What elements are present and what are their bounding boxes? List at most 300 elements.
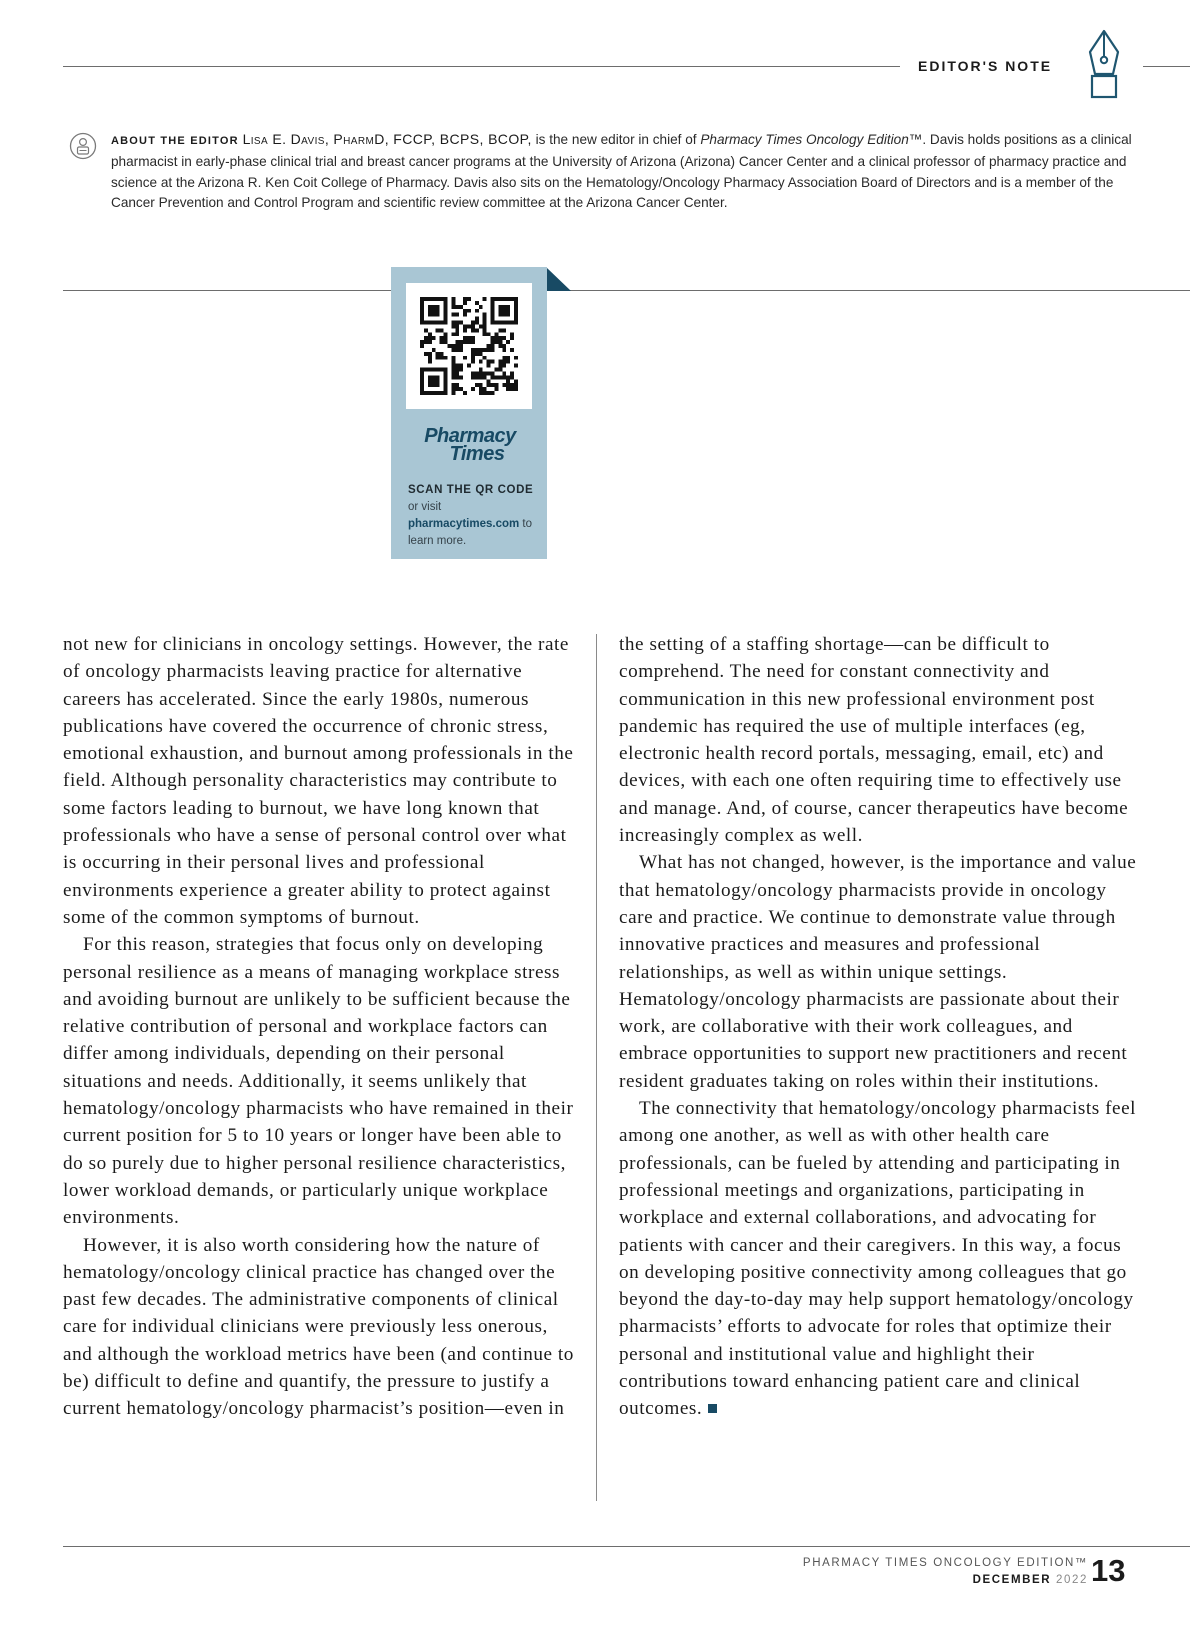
qr-module — [502, 321, 506, 325]
qr-module — [479, 391, 483, 395]
end-of-article-mark — [708, 1404, 717, 1413]
qr-module — [451, 301, 455, 305]
qr-module — [455, 313, 459, 317]
qr-module — [455, 328, 459, 332]
qr-module — [444, 391, 448, 395]
qr-module — [436, 352, 440, 356]
qr-module — [487, 391, 491, 395]
qr-module — [506, 387, 510, 391]
qr-module — [463, 309, 467, 313]
qr-module — [487, 360, 491, 364]
qr-module — [498, 309, 502, 313]
qr-module — [498, 364, 502, 368]
qr-module — [428, 383, 432, 387]
qr-module — [491, 336, 495, 340]
qr-module — [432, 383, 436, 387]
qr-module — [440, 352, 444, 356]
qr-module — [494, 368, 498, 372]
qr-module — [510, 332, 514, 336]
qr-code-icon[interactable] — [420, 297, 518, 395]
qr-module — [436, 383, 440, 387]
qr-module — [494, 332, 498, 336]
qr-module — [420, 317, 424, 321]
qr-module — [436, 379, 440, 383]
qr-module — [506, 375, 510, 379]
qr-module — [440, 340, 444, 344]
qr-module — [514, 305, 518, 309]
qr-module — [463, 297, 467, 301]
qr-module — [498, 336, 502, 340]
qr-module — [420, 340, 424, 344]
qr-module — [514, 364, 518, 368]
qr-module — [491, 375, 495, 379]
qr-module — [510, 336, 514, 340]
qr-module — [498, 297, 502, 301]
qr-module — [471, 321, 475, 325]
qr-module — [479, 352, 483, 356]
qr-module — [451, 348, 455, 352]
qr-module — [428, 379, 432, 383]
svg-text:Pharmacy: Pharmacy — [424, 425, 516, 447]
qr-module — [420, 309, 424, 313]
section-label: EDITOR'S NOTE — [918, 58, 1053, 74]
qr-code-panel[interactable] — [406, 283, 532, 409]
qr-module — [428, 356, 432, 360]
qr-module — [483, 375, 487, 379]
qr-module — [459, 348, 463, 352]
qr-module — [420, 368, 424, 372]
qr-module — [502, 360, 506, 364]
qr-module — [471, 352, 475, 356]
qr-module — [498, 305, 502, 309]
qr-module — [428, 305, 432, 309]
qr-module — [436, 321, 440, 325]
qr-module — [502, 344, 506, 348]
qr-module — [463, 324, 467, 328]
qr-module — [459, 387, 463, 391]
qr-module — [491, 383, 495, 387]
qr-module — [440, 368, 444, 372]
qr-module — [420, 313, 424, 317]
qr-module — [479, 371, 483, 375]
qr-module — [491, 348, 495, 352]
qr-module — [451, 297, 455, 301]
qr-module — [510, 297, 514, 301]
qr-module — [506, 321, 510, 325]
qr-module — [432, 348, 436, 352]
qr-module — [479, 368, 483, 372]
scan-end: to learn more. — [408, 518, 533, 547]
qr-module — [491, 309, 495, 313]
qr-module — [475, 328, 479, 332]
qr-module — [444, 301, 448, 305]
qr-module — [471, 336, 475, 340]
qr-module — [436, 391, 440, 395]
qr-module — [479, 387, 483, 391]
qr-module — [491, 360, 495, 364]
about-editor-text — [111, 129, 1136, 214]
qr-module — [424, 368, 428, 372]
qr-module — [483, 356, 487, 360]
fountain-pen-nib-icon — [1083, 28, 1125, 104]
qr-module — [444, 368, 448, 372]
qr-module — [451, 313, 455, 317]
qr-module — [444, 383, 448, 387]
qr-module — [483, 297, 487, 301]
qr-module — [428, 321, 432, 325]
qr-module — [510, 387, 514, 391]
qr-module — [463, 356, 467, 360]
qr-module — [467, 297, 471, 301]
qr-module — [432, 305, 436, 309]
qr-module — [510, 321, 514, 325]
qr-module — [424, 336, 428, 340]
qr-module — [479, 348, 483, 352]
qr-module — [455, 368, 459, 372]
qr-module — [444, 297, 448, 301]
qr-module — [514, 321, 518, 325]
qr-module — [475, 321, 479, 325]
page-number: 13 — [1091, 1553, 1126, 1588]
qr-module — [471, 371, 475, 375]
scan-instructions — [408, 482, 538, 550]
qr-module — [483, 348, 487, 352]
qr-module — [451, 324, 455, 328]
qr-module — [451, 332, 455, 336]
qr-module — [510, 371, 514, 375]
qr-module — [475, 301, 479, 305]
qr-module — [502, 375, 506, 379]
qr-module — [471, 375, 475, 379]
qr-module — [432, 321, 436, 325]
qr-module — [424, 352, 428, 356]
qr-module — [491, 301, 495, 305]
qr-module — [514, 356, 518, 360]
qr-module — [424, 328, 428, 332]
qr-module — [483, 387, 487, 391]
qr-module — [420, 301, 424, 305]
editor-badge-icon — [69, 132, 97, 160]
qr-module — [459, 340, 463, 344]
qr-module — [483, 321, 487, 325]
qr-module — [428, 297, 432, 301]
qr-module — [436, 297, 440, 301]
qr-module — [491, 313, 495, 317]
qr-module — [502, 348, 506, 352]
qr-module — [487, 379, 491, 383]
body-column-left — [63, 631, 578, 1423]
qr-module — [483, 313, 487, 317]
qr-module — [428, 391, 432, 395]
qr-module — [455, 344, 459, 348]
qr-module — [428, 332, 432, 336]
qr-module — [494, 383, 498, 387]
qr-module — [514, 383, 518, 387]
paragraph-last — [619, 1095, 1139, 1423]
qr-module — [436, 375, 440, 379]
qr-module — [428, 352, 432, 356]
qr-module — [463, 340, 467, 344]
qr-module — [514, 297, 518, 301]
qr-module — [494, 340, 498, 344]
scan-strong: SCAN THE QR CODE — [408, 484, 534, 496]
qr-module — [491, 344, 495, 348]
qr-module — [514, 301, 518, 305]
qr-module — [510, 348, 514, 352]
qr-module — [451, 391, 455, 395]
qr-module — [444, 317, 448, 321]
qr-module — [471, 360, 475, 364]
qr-module — [424, 340, 428, 344]
qr-module — [498, 375, 502, 379]
qr-module — [420, 387, 424, 391]
qr-module — [494, 387, 498, 391]
qr-module — [428, 368, 432, 372]
qr-module — [440, 328, 444, 332]
qr-module — [451, 383, 455, 387]
qr-module — [420, 371, 424, 375]
footer-month: DECEMBER — [972, 1574, 1052, 1586]
svg-text:Times: Times — [449, 443, 505, 465]
qr-module — [471, 324, 475, 328]
qr-module — [455, 348, 459, 352]
qr-module — [444, 375, 448, 379]
qr-module — [483, 332, 487, 336]
qr-module — [436, 368, 440, 372]
qr-module — [487, 371, 491, 375]
qr-module — [440, 321, 444, 325]
qr-module — [428, 336, 432, 340]
qr-module — [506, 360, 510, 364]
qr-module — [432, 379, 436, 383]
qr-module — [506, 305, 510, 309]
qr-module — [502, 328, 506, 332]
qr-module — [463, 301, 467, 305]
scan-mid: or visit — [408, 501, 442, 513]
qr-module — [451, 344, 455, 348]
qr-module — [487, 344, 491, 348]
qr-module — [440, 356, 444, 360]
qr-module — [467, 364, 471, 368]
qr-module — [498, 328, 502, 332]
qr-module — [436, 305, 440, 309]
qr-module — [424, 297, 428, 301]
qr-module — [510, 375, 514, 379]
qr-module — [479, 305, 483, 309]
qr-module — [467, 340, 471, 344]
paragraph: not new for clinicians in oncology settings. However, the rate of oncology pharmacists leaving practice for alternative careers has accelerated. Since the early 1980s, numerous publications have covered the occurrence of chronic stress, emotional exhaustion, and burnout among professionals in the field. Although personality characteristics may contribute to some factors leading to burnout, we have long known that professionals who have a sense of personal control over what is occurring in their personal lives and professional environments experience a greater ability to protect against some of the common symptoms of burnout. — [63, 634, 574, 928]
mid-rule-right — [547, 290, 1190, 291]
qr-module — [444, 356, 448, 360]
qr-module — [451, 356, 455, 360]
qr-module — [432, 375, 436, 379]
qr-module — [444, 336, 448, 340]
qr-module — [463, 391, 467, 395]
qr-module — [451, 360, 455, 364]
qr-module — [455, 375, 459, 379]
qr-module — [444, 321, 448, 325]
qr-module — [432, 297, 436, 301]
qr-module — [475, 352, 479, 356]
qr-module — [506, 340, 510, 344]
qr-callout-box[interactable] — [391, 267, 547, 559]
qr-module — [436, 313, 440, 317]
qr-module — [498, 360, 502, 364]
qr-module — [475, 383, 479, 387]
qr-module — [483, 371, 487, 375]
qr-module — [502, 305, 506, 309]
qr-module — [498, 313, 502, 317]
qr-module — [498, 344, 502, 348]
qr-module — [451, 368, 455, 372]
qr-module — [455, 340, 459, 344]
qr-module — [510, 383, 514, 387]
qr-module — [436, 309, 440, 313]
qr-module — [459, 321, 463, 325]
qr-module — [506, 379, 510, 383]
publication-name: Pharmacy Times Oncology Edition™ — [700, 132, 923, 147]
qr-module — [506, 356, 510, 360]
qr-module — [487, 348, 491, 352]
qr-module — [444, 309, 448, 313]
qr-module — [483, 317, 487, 321]
qr-module — [494, 375, 498, 379]
qr-module — [455, 305, 459, 309]
qr-module — [506, 383, 510, 387]
qr-module — [498, 340, 502, 344]
footer-year: 2022 — [1056, 1574, 1088, 1586]
qr-module — [467, 336, 471, 340]
qr-module — [514, 379, 518, 383]
qr-module — [459, 305, 463, 309]
qr-module — [498, 368, 502, 372]
about-editor-text-2: . Davis holds positions as a clinical pharmacist in early-phase clinical trial and breast cancer programs at the University of Arizona (Arizona) Cancer Center and a clinical professor of pharmacy practice and science at the Arizona R. Ken Coit College of Pharmacy. Davis also sits on the Hematology/Oncology Pharmacy Association Board of Directors and is a member of the Cancer Prevention and Control Program and scientific review committee at the Arizona Cancer Center. — [111, 132, 1132, 211]
qr-module — [494, 297, 498, 301]
corner-accent — [547, 268, 571, 291]
qr-module — [459, 375, 463, 379]
qr-module — [494, 321, 498, 325]
qr-module — [475, 371, 479, 375]
qr-module — [455, 332, 459, 336]
footer-issue-date — [973, 1574, 1088, 1586]
qr-module — [514, 387, 518, 391]
body-column-right — [619, 631, 1139, 1423]
qr-module — [459, 364, 463, 368]
qr-module — [467, 309, 471, 313]
qr-module — [424, 321, 428, 325]
qr-module — [479, 324, 483, 328]
qr-module — [494, 336, 498, 340]
mid-rule-left — [63, 290, 393, 291]
header-rule-right — [1143, 66, 1190, 67]
qr-module — [487, 364, 491, 368]
qr-module — [502, 364, 506, 368]
qr-module — [451, 375, 455, 379]
qr-module — [491, 340, 495, 344]
qr-module — [444, 313, 448, 317]
qr-module — [451, 305, 455, 309]
paragraph: For this reason, strategies that focus only on developing personal resilience as a means of managing workplace stress and avoiding burnout are unlikely to be sufficient because the relative contribution of personal and workplace factors can differ among individuals, depending on their personal situations and needs. Additionally, it seems unlikely that hematology/oncology pharmacists who have remained in their current position for 5 to 10 years or longer have been able to do so purely due to higher personal resilience characteristics, lower workload demands, or particularly unique workplace environments. — [63, 934, 574, 1229]
qr-module — [514, 309, 518, 313]
qr-module — [491, 297, 495, 301]
qr-module — [444, 332, 448, 336]
qr-module — [479, 360, 483, 364]
qr-module — [471, 328, 475, 332]
qr-module — [444, 379, 448, 383]
website-link[interactable]: pharmacytimes.com — [408, 518, 520, 530]
qr-module — [483, 391, 487, 395]
qr-module — [455, 387, 459, 391]
paragraph: However, it is also worth considering how the nature of hematology/oncology clinical practice has changed over the past few decades. The administrative components of clinical care for individual clinicians were previously less onerous, and although the workload metrics have been (and continue to be) difficult to define and quantify, the pressure to justify a current hematology/oncology pharmacist’s position—even in — [63, 1234, 574, 1420]
paragraph: the setting of a staffing shortage—can be difficult to comprehend. The need for constant connectivity and communication in this new professional environment post pandemic has required the use of multiple interfaces (eg, electronic health record portals, messaging, email, etc) and devices, with each one often requiring time to effectively use and manage. And, of course, cancer therapeutics have become increasingly complex as well. — [619, 634, 1129, 847]
qr-module — [463, 313, 467, 317]
qr-module — [506, 313, 510, 317]
qr-module — [428, 309, 432, 313]
qr-module — [420, 297, 424, 301]
qr-module — [440, 336, 444, 340]
qr-module — [483, 328, 487, 332]
qr-module — [491, 305, 495, 309]
qr-module — [514, 313, 518, 317]
qr-module — [451, 387, 455, 391]
qr-module — [451, 371, 455, 375]
editor-name: Lisa E. Davis, PharmD, FCCP, BCPS, BCOP, — [242, 131, 532, 147]
paragraph-text: The connectivity that hematology/oncology pharmacists feel among one another, as well as with other health care professionals, can be fueled by attending and participating in professional meetings and organizations, participating in workplace and external collaborations, and advocating for patients with cancer and their caregivers. In this way, a focus on developing positive connectivity among colleagues that go beyond the day-to-day may help support hematology/oncology pharmacists’ efforts to advocate for roles that optimize their personal and institutional value and highlight their contributions toward enhancing patient care and clinical outcomes. — [619, 1098, 1137, 1420]
qr-module — [432, 309, 436, 313]
qr-module — [475, 317, 479, 321]
qr-module — [428, 313, 432, 317]
qr-module — [444, 340, 448, 344]
qr-module — [475, 309, 479, 313]
qr-module — [444, 371, 448, 375]
qr-module — [471, 348, 475, 352]
qr-module — [420, 344, 424, 348]
qr-module — [502, 336, 506, 340]
qr-module — [502, 371, 506, 375]
qr-module — [459, 368, 463, 372]
qr-module — [451, 321, 455, 325]
qr-module — [432, 391, 436, 395]
qr-module — [487, 332, 491, 336]
qr-module — [502, 297, 506, 301]
qr-module — [440, 391, 444, 395]
qr-module — [471, 340, 475, 344]
qr-module — [432, 336, 436, 340]
qr-module — [475, 375, 479, 379]
qr-module — [491, 317, 495, 321]
header-rule-left — [63, 66, 900, 67]
qr-module — [420, 379, 424, 383]
qr-module — [498, 321, 502, 325]
qr-module — [455, 324, 459, 328]
qr-module — [428, 340, 432, 344]
qr-module — [432, 368, 436, 372]
about-editor-text-1: is the new editor in chief of — [531, 132, 701, 147]
qr-module — [471, 387, 475, 391]
qr-module — [479, 375, 483, 379]
qr-module — [455, 383, 459, 387]
qr-module — [491, 371, 495, 375]
qr-module — [444, 305, 448, 309]
qr-module — [420, 391, 424, 395]
qr-module — [444, 387, 448, 391]
qr-module — [479, 383, 483, 387]
qr-module — [506, 297, 510, 301]
qr-module — [455, 364, 459, 368]
about-editor-lead: ABOUT THE EDITOR — [111, 135, 239, 147]
qr-module — [487, 383, 491, 387]
column-divider — [596, 634, 597, 1501]
